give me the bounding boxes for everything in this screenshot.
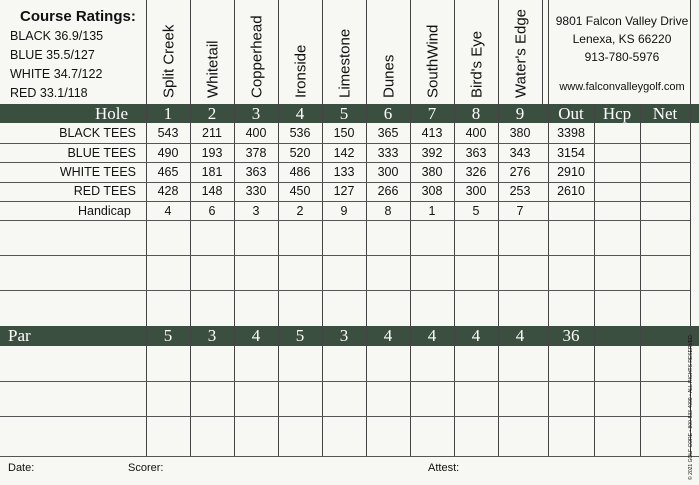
date-field-label: Date: <box>8 462 35 474</box>
out-total: 3154 <box>557 146 585 160</box>
par-7: 4 <box>427 326 437 345</box>
handicap-value: 3 <box>252 204 260 218</box>
rating-blue: BLUE 35.5/127 <box>10 48 95 62</box>
yardage: 127 <box>333 184 355 198</box>
hole-number-1: 1 <box>163 103 173 123</box>
tee-label: WHITE TEES <box>59 165 136 179</box>
club-phone: 913-780-5976 <box>584 50 660 64</box>
handicap-value: 6 <box>208 204 216 218</box>
handicap-value: 2 <box>296 204 304 218</box>
par-out: 36 <box>562 326 580 345</box>
yardage: 392 <box>421 146 443 160</box>
yardage: 450 <box>289 184 311 198</box>
yardage: 380 <box>509 126 531 140</box>
yardage: 343 <box>509 146 531 160</box>
yardage: 428 <box>157 184 179 198</box>
hole-number-2: 2 <box>207 103 217 123</box>
par-1: 5 <box>163 326 173 345</box>
yardage: 253 <box>509 184 531 198</box>
out-total: 3398 <box>557 126 585 140</box>
tee-label: RED TEES <box>73 184 136 198</box>
net-label: Net <box>652 103 678 123</box>
out-label: Out <box>558 103 584 123</box>
yardage: 486 <box>289 165 311 179</box>
yardage: 133 <box>333 165 355 179</box>
course-ratings <box>6 8 144 103</box>
par-2: 3 <box>207 326 217 345</box>
rating-black: BLACK 36.9/135 <box>10 29 104 43</box>
yardage: 150 <box>333 126 355 140</box>
handicap-label: Handicap <box>78 204 131 218</box>
yardage: 363 <box>245 165 267 179</box>
hole-number-9: 9 <box>515 103 525 123</box>
yardage: 276 <box>509 165 531 179</box>
handicap-value: 4 <box>164 204 172 218</box>
handicap-value: 1 <box>428 204 436 218</box>
hole-number-6: 6 <box>383 103 393 123</box>
club-url: www.falconvalleygolf.com <box>559 81 685 93</box>
out-total: 2610 <box>557 184 585 198</box>
hole-name-8: Bird's Eye <box>454 0 499 104</box>
yardage: 378 <box>245 146 267 160</box>
yardage: 142 <box>333 146 355 160</box>
hole-name-9: Water's Edge <box>498 0 543 104</box>
yardage: 148 <box>201 184 223 198</box>
handicap-value: 5 <box>472 204 480 218</box>
handicap-value: 7 <box>516 204 524 218</box>
par-6: 4 <box>383 326 393 345</box>
yardage: 400 <box>465 126 487 140</box>
par-8: 4 <box>471 326 481 345</box>
yardage: 308 <box>421 184 443 198</box>
tee-label: BLUE TEES <box>67 146 136 160</box>
yardage: 380 <box>421 165 443 179</box>
yardage: 193 <box>201 146 223 160</box>
hole-number-4: 4 <box>295 103 305 123</box>
scorer-field-label: Scorer: <box>128 462 164 474</box>
hole-name-2: Whitetail <box>190 0 235 104</box>
yardage: 365 <box>377 126 399 140</box>
rating-white: WHITE 34.7/122 <box>10 67 103 81</box>
attest-field-label: Attest: <box>428 462 460 474</box>
yardage: 333 <box>377 146 399 160</box>
yardage: 363 <box>465 146 487 160</box>
hole-name-1: Split Creek <box>146 0 191 104</box>
copyright-notice: © 2021 GOLF CORE • 800-533-4099 • ALL RIGHTS RESERVED. <box>688 333 694 480</box>
yardage: 181 <box>201 165 223 179</box>
yardage: 211 <box>202 126 222 140</box>
handicap-value: 8 <box>384 204 392 218</box>
hole-number-8: 8 <box>471 103 481 123</box>
yardage: 400 <box>245 126 267 140</box>
yardage: 266 <box>377 184 399 198</box>
par-9: 4 <box>515 326 525 345</box>
par-4: 5 <box>295 326 305 345</box>
hole-name-6: Dunes <box>366 0 411 104</box>
yardage: 326 <box>465 165 487 179</box>
yardage: 300 <box>377 165 399 179</box>
hole-name-5: Limestone <box>322 0 367 104</box>
hole-number-3: 3 <box>251 103 261 123</box>
ratings-title: Course Ratings: <box>20 8 136 25</box>
par-label: Par <box>8 326 31 345</box>
hole-name-7: SouthWind <box>410 0 455 104</box>
yardage: 543 <box>157 126 179 140</box>
handicap-value: 9 <box>340 204 348 218</box>
hole-name-3: Copperhead <box>234 0 279 104</box>
yardage: 536 <box>289 126 311 140</box>
par-5: 3 <box>339 326 349 345</box>
hole-name-4: Ironside <box>278 0 323 104</box>
hole-label: Hole <box>95 103 129 123</box>
hole-number-7: 7 <box>427 103 437 123</box>
par-3: 4 <box>251 326 261 345</box>
yardage: 330 <box>245 184 267 198</box>
club-address-line2: Lenexa, KS 66220 <box>572 32 672 46</box>
club-info <box>552 12 692 96</box>
yardage: 490 <box>157 146 179 160</box>
club-address-line1: 9801 Falcon Valley Drive <box>555 14 689 28</box>
yardage: 413 <box>421 126 443 140</box>
tee-label: BLACK TEES <box>59 126 136 140</box>
hole-number-5: 5 <box>339 103 349 123</box>
yardage: 520 <box>289 146 311 160</box>
yardage: 465 <box>157 165 179 179</box>
out-total: 2910 <box>557 165 585 179</box>
hcp-label: Hcp <box>602 103 632 123</box>
rating-red: RED 33.1/118 <box>10 86 88 100</box>
yardage: 300 <box>465 184 487 198</box>
